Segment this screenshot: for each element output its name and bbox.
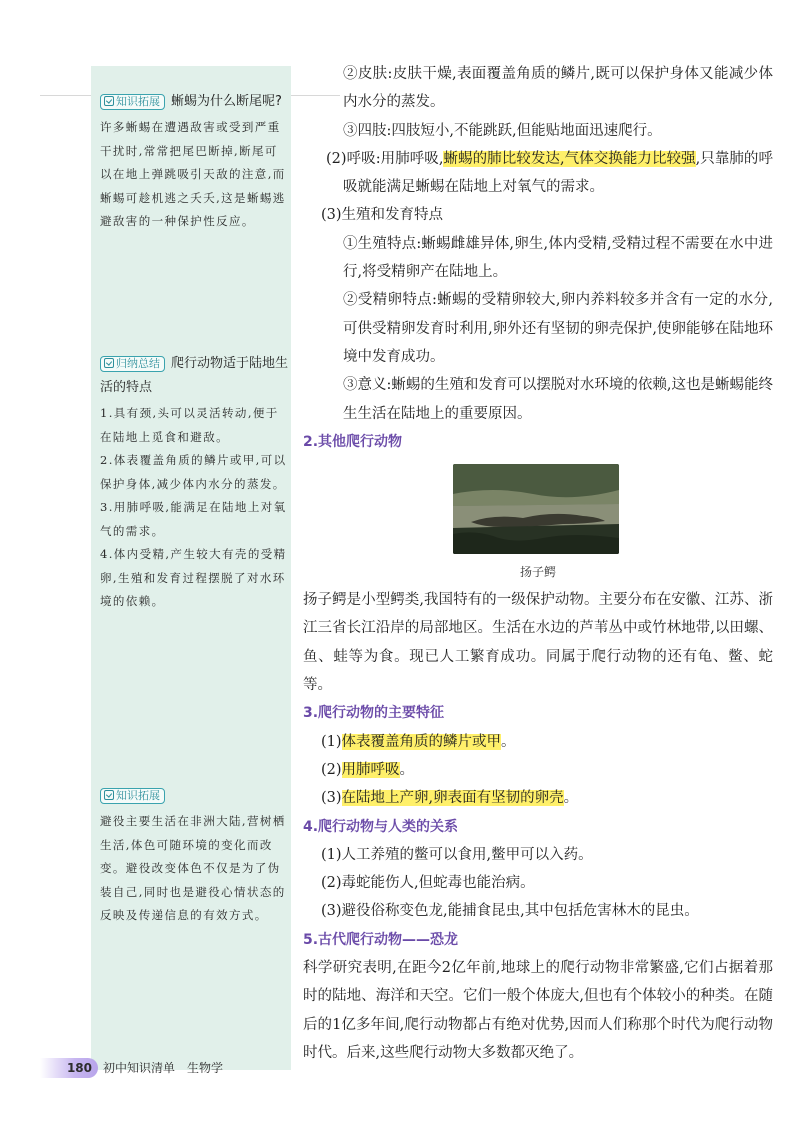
sidebar-box-3-text: 避役主要生活在非洲大陆,营树栖生活,体色可随环境的变化而改变。避役改变体色不仅是为了伪装自己,同时也是避役心情状态的反映及传递信息的有效方式。 <box>100 814 286 922</box>
book-title: 初中知识清单 生物学 <box>103 1061 224 1075</box>
photo-figure <box>303 462 773 586</box>
sidebar-box-2-title: 爬行动物适于陆地生活的特点 <box>100 356 289 395</box>
section-heading-5: 5.古代爬行动物——恐龙 <box>303 931 459 948</box>
relation-item: (3)避役俗称变色龙,能捕食昆虫,其中包括危害林木的昆虫。 <box>321 903 699 920</box>
sidebar-box-1-text: 许多蜥蜴在遭遇敌害或受到严重干扰时,常常把尾巴断掉,断尾可以在地上弹跳吸引天敌的注意,而蜥蜴可趁机逃之夭夭,这是蜥蜴逃避敌害的一种保护性反应。 <box>100 120 286 228</box>
alligator-photo <box>453 464 619 554</box>
feature-item: (3)在陆地上产卵,卵表面有坚韧的卵壳。 <box>321 790 579 807</box>
skin-paragraph: ②皮肤:皮肤干燥,表面覆盖角质的鳞片,既可以保护身体又能减少体内水分的蒸发。 <box>343 66 773 111</box>
sidebar-box-1-header <box>100 90 290 114</box>
photo-caption: 扬子鳄 <box>519 565 556 580</box>
sidebar-summary-item: 4.体内受精,产生较大有壳的受精卵,生殖和发育过程摆脱了对水环境的依赖。 <box>100 547 287 608</box>
page-number: 180 <box>40 1058 98 1078</box>
breathing-paragraph: (2)呼吸:用肺呼吸,蜥蜴的肺比较发达,气体交换能力比较强,只靠肺的呼吸就能满足蜥蜴在陆地上对氧气的需求。 <box>326 150 773 196</box>
dinosaur-paragraph: 科学研究表明,在距今2亿年前,地球上的爬行动物非常繁盛,它们占据着那时的陆地、海洋和天空。它们一般个体庞大,但也有个体较小的种类。在随后的1亿多年间,爬行动物都占有绝对优势,因而人们称那个时代为爬行动物时代。后来,这些爬行动物大多数都灭绝了。 <box>303 960 773 1061</box>
sidebar-box-2-header <box>100 352 290 400</box>
relation-item: (1)人工养殖的鳖可以食用,鳖甲可以入药。 <box>321 846 593 863</box>
check-icon <box>104 96 114 106</box>
sidebar-knowledge-box-1 <box>100 90 290 234</box>
feature-item: (2)用肺呼吸。 <box>321 761 415 778</box>
alligator-paragraph: 扬子鳄是小型鳄类,我国特有的一级保护动物。主要分布在安徽、江苏、浙江三省长江沿岸的局部地区。生活在水边的芦苇丛中或竹林地带,以田螺、鱼、蛙等为食。现已人工繁育成功。同属于爬行动物的还有龟、鳖、蛇等。 <box>303 592 773 694</box>
limbs-paragraph: ③四肢:四肢短小,不能跳跃,但能贴地面迅速爬行。 <box>343 122 662 139</box>
sidebar-box-3-header <box>100 784 290 808</box>
highlight-text: 体表覆盖角质的鳞片或甲 <box>341 733 502 750</box>
section-heading-3: 3.爬行动物的主要特征 <box>303 705 445 722</box>
summary-tag: 归纳总结 <box>100 356 165 372</box>
section-heading-2: 2.其他爬行动物 <box>303 433 403 450</box>
sidebar-box-1-title: 蜥蜴为什么断尾呢? <box>171 94 282 109</box>
reproduction-item: ③意义:蜥蜴的生殖和发育可以摆脱对水环境的依赖,这也是蜥蜴能终生生活在陆地上的重要原因。 <box>343 377 773 422</box>
check-icon <box>104 790 114 800</box>
knowledge-expand-tag: 知识拓展 <box>100 94 165 110</box>
section-heading-4: 4.爬行动物与人类的关系 <box>303 818 459 835</box>
reproduction-item: ②受精卵特点:蜥蜴的受精卵较大,卵内养料较多并含有一定的水分,可供受精卵发育时利用,卵外还有坚韧的卵壳保护,使卵能够在陆地环境中发育成功。 <box>343 292 773 365</box>
sidebar-summary-box <box>100 352 290 614</box>
reproduction-item: ①生殖特点:蜥蜴雌雄异体,卵生,体内受精,受精过程不需要在水中进行,将受精卵产在陆地上。 <box>343 235 773 281</box>
reproduction-title: (3)生殖和发育特点 <box>321 207 444 224</box>
feature-item: (1)体表覆盖角质的鳞片或甲。 <box>321 733 516 750</box>
sidebar-summary-item: 3.用肺呼吸,能满足在陆地上对氧气的需求。 <box>100 500 287 538</box>
knowledge-expand-tag: 知识拓展 <box>100 788 165 804</box>
sidebar-summary-item: 1.具有颈,头可以灵活转动,便于在陆地上觅食和避敌。 <box>100 406 279 444</box>
check-icon <box>104 358 114 368</box>
main-content <box>303 60 773 1067</box>
alligator-illustration <box>453 464 619 554</box>
highlight-text: 在陆地上产卵,卵表面有坚韧的卵壳 <box>341 790 564 807</box>
relation-item: (2)毒蛇能伤人,但蛇毒也能治病。 <box>321 875 535 892</box>
highlight-text: 用肺呼吸 <box>341 761 400 778</box>
sidebar-knowledge-box-2 <box>100 784 290 928</box>
sidebar-summary-item: 2.体表覆盖角质的鳞片或甲,可以保护身体,减少体内水分的蒸发。 <box>100 453 287 491</box>
highlight-text: 蜥蜴的肺比较发达,气体交换能力比较强 <box>443 150 696 167</box>
